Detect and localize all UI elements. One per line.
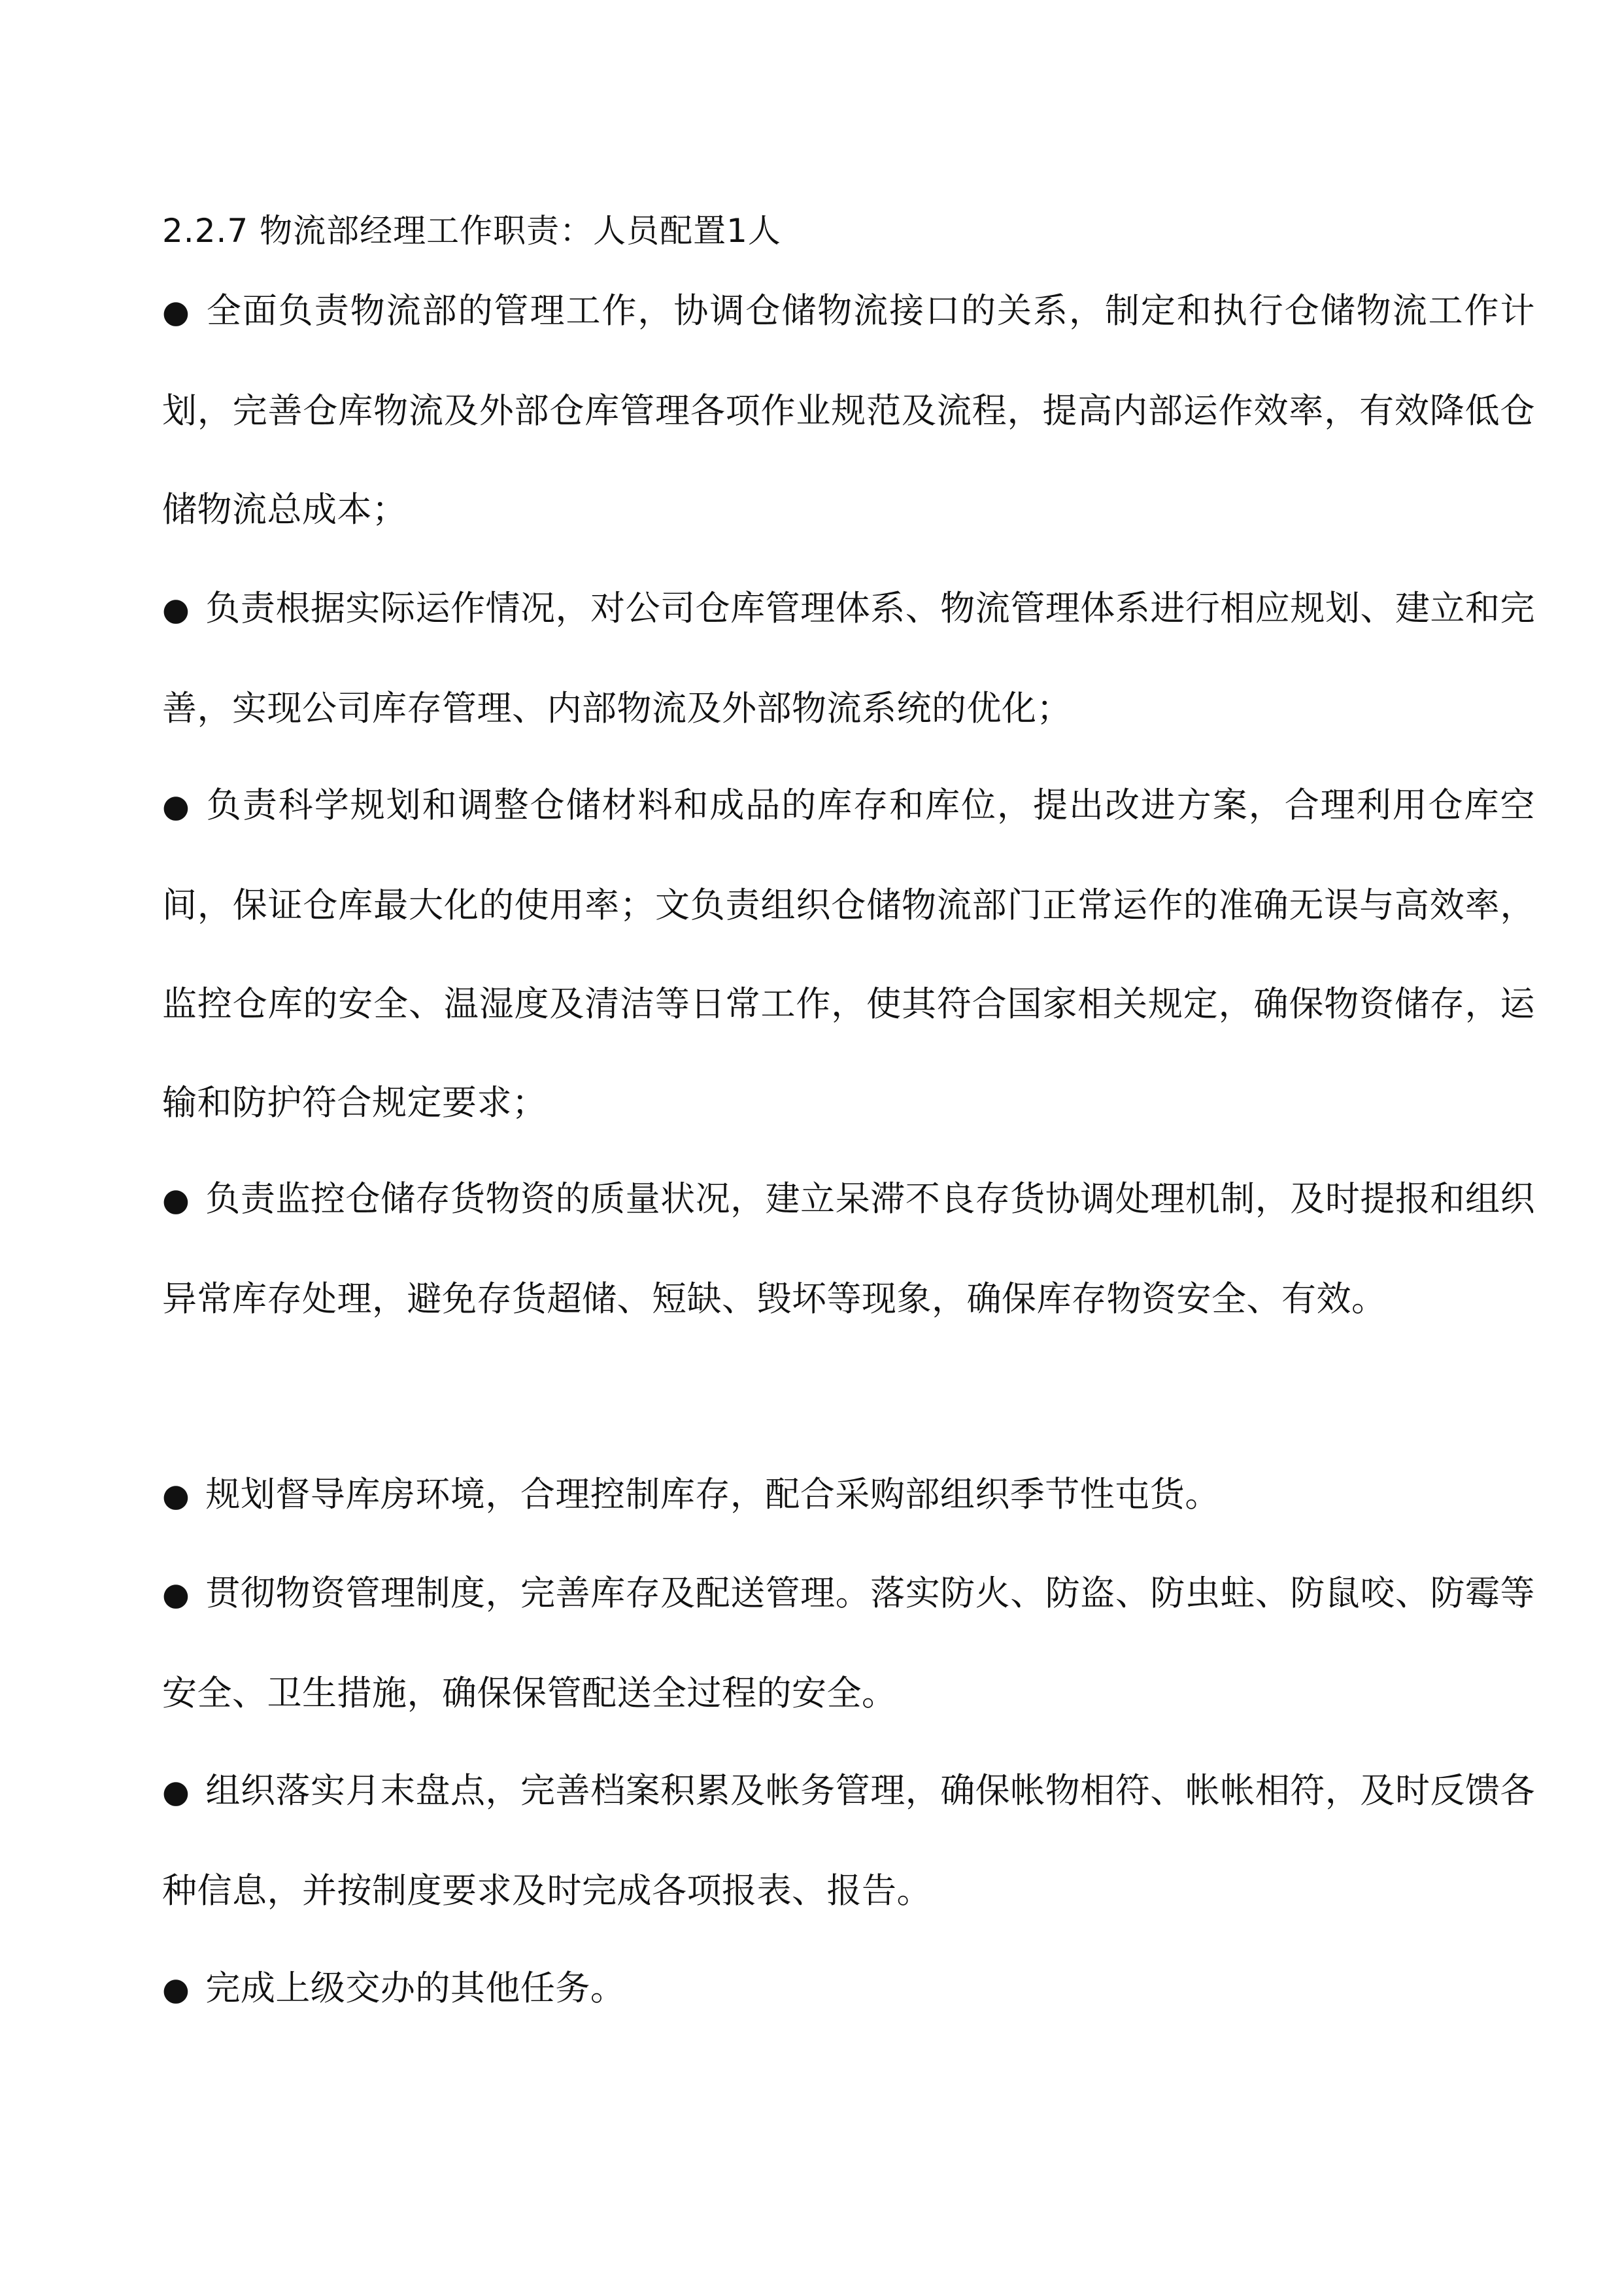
- duty-item: [162, 1544, 1535, 1743]
- bullet-icon: ●: [162, 1576, 190, 1613]
- duty-text: 完成上级交办的其他任务。: [205, 1968, 626, 2008]
- duty-text: 规划督导库房环境，合理控制库存，配合采购部组织季节性屯货。: [205, 1475, 1220, 1515]
- duty-text: 组织落实月末盘点，完善档案积累及帐务管理，确保帐物相符、帐帐相符，及时反馈各种信息，并按制度要求及时完成各项报表、报告。: [162, 1771, 1535, 1911]
- bullet-icon: ●: [162, 1477, 190, 1514]
- duty-text: 负责监控仓储存货物资的质量状况，建立呆滞不良存货协调处理机制，及时提报和组织异常库存处理，避免存货超储、短缺、毁坏等现象，确保库存物资安全、有效。: [162, 1179, 1535, 1319]
- bullet-icon: ●: [162, 294, 190, 330]
- duty-item: [162, 1445, 1535, 1545]
- duty-text: 贯彻物资管理制度，完善库存及配送管理。落实防火、防盗、防虫蛀、防鼠咬、防霉等安全、卫生措施，确保保管配送全过程的安全。: [162, 1573, 1535, 1713]
- bullet-icon: ●: [162, 1971, 190, 2008]
- duty-item: [162, 1939, 1535, 2039]
- duty-text: 负责科学规划和调整仓储材料和成品的库存和库位，提出改进方案，合理利用仓库空间，保证仓库最大化的使用率；文负责组织仓储物流部门正常运作的准确无误与高效率，监控仓库的安全、温湿度及清洁等日常工作，使其符合国家相关规定，确保物资储存，运输和防护符合规定要求；: [162, 785, 1535, 1123]
- duty-item: [162, 559, 1535, 758]
- duty-item: [162, 1741, 1535, 1940]
- bullet-icon: ●: [162, 1182, 190, 1218]
- duty-item: [162, 756, 1535, 1152]
- duty-item: [162, 262, 1535, 559]
- bullet-icon: ●: [162, 591, 190, 628]
- section-heading: 2.2.7 物流部经理工作职责：人员配置1人: [162, 212, 781, 250]
- duty-text: 负责根据实际运作情况，对公司仓库管理体系、物流管理体系进行相应规划、建立和完善，实现公司库存管理、内部物流及外部物流系统的优化；: [162, 589, 1535, 728]
- duty-item: [162, 1150, 1535, 1348]
- bullet-icon: ●: [162, 788, 190, 825]
- duty-text: 全面负责物流部的管理工作，协调仓储物流接口的关系，制定和执行仓储物流工作计划，完善仓库物流及外部仓库管理各项作业规范及流程，提高内部运作效率，有效降低仓储物流总成本；: [162, 291, 1535, 530]
- bullet-icon: ●: [162, 1773, 190, 1810]
